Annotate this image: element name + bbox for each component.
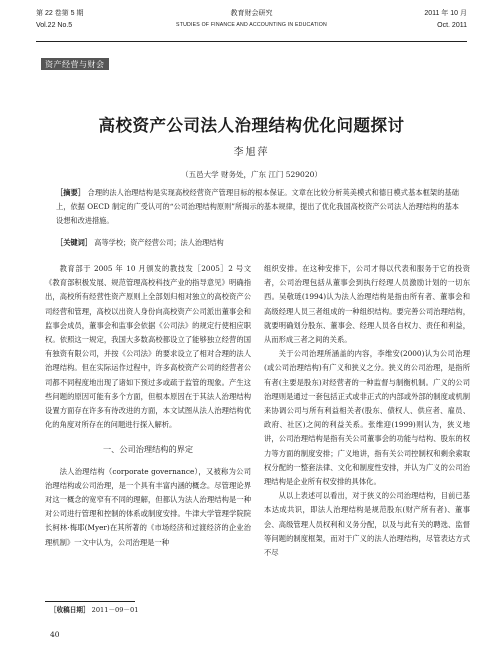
footnote-rule	[45, 601, 135, 602]
keywords-text: 高等学校；资产经营公司；法人治理结构	[94, 238, 224, 247]
article-title: 高校资产公司法人治理结构优化问题探讨	[98, 116, 405, 135]
section-heading: 一、公司治理结构的界定	[102, 444, 194, 455]
body-paragraph: 关于公司治理所涵盖的内容，李维安(2000)认为公司治理(或公司治理结构)有广义和狭义之分。狭义的公司治理，是指所有者(主要是股东)对经营者的一种监督与制衡机制。广义的公司治理则是通过一套包括正式或非正式的内部或外部的制度或机制来协调公司与所有利益相关者(股东、债权人、供应者、雇员、政府、社区)之间的利益关系。张维迎(1999)则认为，狭义地讲，公司治理结构是指有关公司董事会的功能与结构、股东的权力等方面的制度安排；广义地讲，指有关公司控制权和剩余索取权分配的一整套法律、文化和制度性安排，并认为广义的公司治理结构是企业所有权安排的具体化。	[264, 349, 470, 487]
abstract-text: 合理的法人治理结构是实现高校经营资产管理目标的根本保证。文章在比较分析英美模式和德日模式基本框架的基础上，依据 OECD 制定的广受认可的“公司治理结构原则”所揭示的基本规律，提出了优化我国高校资产公司法人治理结构的基本设想和改进措施。	[56, 188, 459, 225]
received-date-label: ［收稿日期］	[50, 606, 90, 614]
volume-en: Vol.22 No.5	[36, 22, 73, 29]
body-column-right	[264, 262, 470, 560]
header-rule	[36, 41, 467, 42]
received-date-value: 2011－09－01	[91, 606, 139, 614]
body-paragraph: 组织安排。在这种安排下，公司才得以代表和服务于它的投资者，公司治理包括从董事会到执行经理人员激励计划的一切东西。吴敬琏(1994)认为法人治理结构是指由所有者、董事会和高级经理人员三者组成的一种组织结构。要完善公司治理结构，就要明确划分股东、董事会、经理人员各自权力、责任和利益，从而形成三者之间的关系。	[264, 264, 470, 345]
running-header	[36, 8, 467, 42]
volume-cn: 第 22 卷第 5 期	[36, 10, 84, 17]
journal-en: STUDIES OF FINANCE AND ACCOUNTING IN EDUCATION	[176, 22, 327, 28]
body-paragraph: 教育部于 2005 年 10 月颁发的教技发［2005］2 号文《教育部积极发展、规范管理高校科技产业的指导意见》明确指出，高校所有经营性资产原则上全部划归相对独立的高校资产公司经营和管理，高校以出资人身份向高校资产公司派出董事会和监事会成员，董事会和监事会依据《公司法》的规定行使相应职权。依照这一规定，我国大多数高校都设立了能够独立经营的国有独资有限公司，并按《公司法》的要求设立了相对合理的法人治理结构。但在实际运作过程中，许多高校资产公司的经营者公司都不同程度地出现了诸如下预过多或疏于监管的现象。产生这些问题的原因可能有多个方面，但根本原因在于其法人治理结构设置方面存在许多有待改进的方面，本文试图从法人治理结构优化的角度对所存在的问题进行探入解析。	[45, 264, 251, 430]
page-number: 40	[50, 630, 60, 639]
date-en: Oct. 2011	[437, 22, 467, 29]
abstract	[56, 186, 459, 228]
keywords-label: ［关键词］	[56, 238, 92, 247]
date-cn: 2011 年 10 月	[424, 10, 467, 17]
affiliation: （五邑大学 财务处，广东 江门 529020）	[181, 170, 322, 179]
journal-cn: 教育财会研究	[230, 10, 273, 17]
keywords	[56, 236, 459, 250]
author: 李旭萍	[233, 147, 270, 158]
abstract-label: ［摘要］	[56, 188, 86, 197]
body-paragraph: 从以上表述可以看出，对于狭义的公司治理结构，目前已基本达成共识，即法人治理结构是规范股东(财产所有者)、董事会、高级管理人员权利和义务分配，以及与此有关的聘选、监督等问题的制度框架，而对于广义的法人治理结构，尽管表达方式不尽	[264, 491, 470, 558]
body-column-left	[45, 262, 251, 550]
body-paragraph: 法人治理结构（corporate governance），又被称为公司治理结构或公司治理，是一个具有丰富内涵的概念。尽管理论界对这一概念的宽窄有不同的理解，但都认为法人治理结构是一种对公司进行管理和控制的体系或制度安排。牛津大学管理学院院长柯林·梅耶(Myer)在其所著的《市场经济和过渡经济的企业治理机制》一文中认为，公司治理是一种	[45, 466, 251, 547]
received-date-note	[50, 604, 138, 614]
column-tag: 资产经营与财会	[41, 58, 109, 70]
